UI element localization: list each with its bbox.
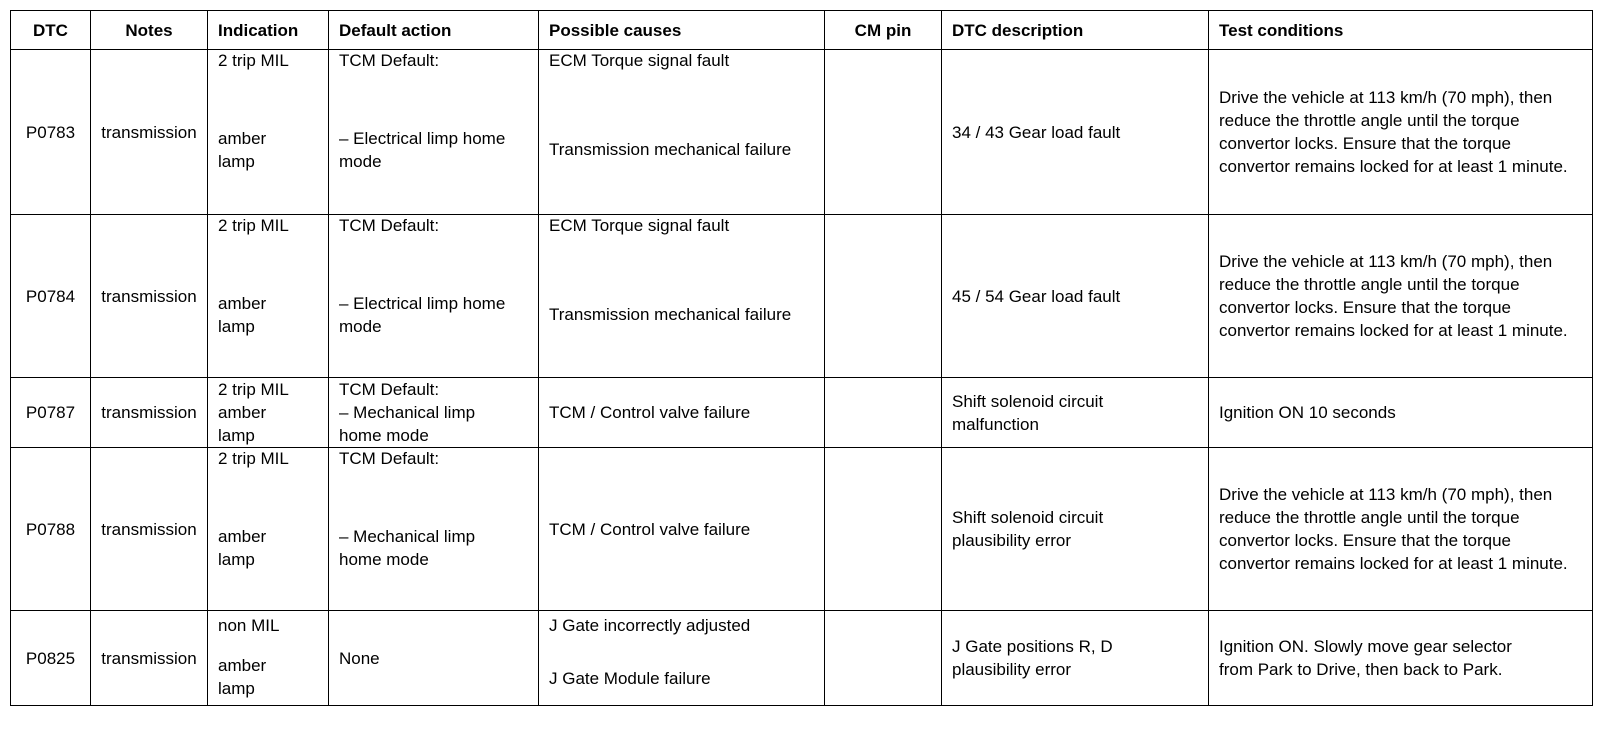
header-indication: Indication <box>208 11 329 50</box>
indication-line: 2 trip MIL <box>218 449 289 468</box>
dtc-description-cell: Shift solenoid circuit plausibility error <box>942 448 1209 611</box>
cm-pin-cell <box>825 215 942 378</box>
notes-cell: transmission <box>91 448 208 611</box>
indication-line: 2 trip MIL <box>218 380 289 399</box>
header-row <box>11 11 1593 50</box>
notes-cell: transmission <box>91 50 208 215</box>
default-action-line: TCM Default: <box>339 216 440 235</box>
indication-line: non MIL <box>218 616 280 635</box>
dtc-code: P0783 <box>11 50 91 215</box>
default-action-cell <box>329 50 539 215</box>
test-conditions-cell: Drive the vehicle at 113 km/h (70 mph), then reduce the throttle angle until the torque convertor locks. Ensure that the torque convertor remains locked for at least 1 minute. <box>1209 215 1593 378</box>
table-row <box>11 448 1593 611</box>
table-row <box>11 611 1593 706</box>
header-dtc: DTC <box>11 11 91 50</box>
table-row <box>11 215 1593 378</box>
cm-pin-cell <box>825 378 942 448</box>
table-row <box>11 50 1593 215</box>
indication-cell <box>208 215 329 378</box>
header-possible-causes: Possible causes <box>539 11 825 50</box>
indication-cell <box>208 50 329 215</box>
possible-cause-line: J Gate Module failure <box>549 669 711 688</box>
possible-causes-cell <box>539 215 825 378</box>
dtc-code: P0784 <box>11 215 91 378</box>
header-cm-pin: CM pin <box>825 11 942 50</box>
possible-cause-line: Transmission mechanical failure <box>549 305 792 324</box>
default-action-cell <box>329 215 539 378</box>
indication-line: amber lamp <box>218 129 267 171</box>
dtc-code: P0825 <box>11 611 91 706</box>
dtc-description-cell: 34 / 43 Gear load fault <box>942 50 1209 215</box>
possible-cause-line: TCM / Control valve failure <box>549 519 751 539</box>
default-action-line: TCM Default: <box>339 380 440 399</box>
possible-causes-cell <box>539 50 825 215</box>
dtc-code: P0788 <box>11 448 91 611</box>
default-action-line: None <box>339 648 380 668</box>
notes-cell: transmission <box>91 611 208 706</box>
default-action-cell <box>329 611 539 706</box>
default-action-cell <box>329 448 539 611</box>
dtc-code: P0787 <box>11 378 91 448</box>
default-action-line: TCM Default: <box>339 449 440 468</box>
possible-cause-line: ECM Torque signal fault <box>549 51 730 70</box>
indication-cell <box>208 448 329 611</box>
table-row <box>11 378 1593 448</box>
possible-causes-cell <box>539 611 825 706</box>
header-test-conditions: Test conditions <box>1209 11 1593 50</box>
header-notes: Notes <box>91 11 208 50</box>
dtc-description-cell: Shift solenoid circuit malfunction <box>942 378 1209 448</box>
dtc-description-cell: J Gate positions R, D plausibility error <box>942 611 1209 706</box>
cm-pin-cell <box>825 448 942 611</box>
default-action-line: – Mechanical limp home mode <box>339 527 476 569</box>
header-default-action: Default action <box>329 11 539 50</box>
indication-line: amber lamp <box>218 294 267 336</box>
notes-cell: transmission <box>91 378 208 448</box>
possible-cause-line: J Gate incorrectly adjusted <box>549 616 751 635</box>
default-action-line: – Electrical limp home mode <box>339 129 506 171</box>
cm-pin-cell <box>825 50 942 215</box>
indication-line: 2 trip MIL <box>218 216 289 235</box>
default-action-line: – Electrical limp home mode <box>339 294 506 336</box>
possible-causes-cell <box>539 448 825 611</box>
default-action-cell <box>329 378 539 448</box>
possible-cause-line: Transmission mechanical failure <box>549 140 792 159</box>
test-conditions-cell: Ignition ON 10 seconds <box>1209 378 1593 448</box>
header-dtc-description: DTC description <box>942 11 1209 50</box>
possible-cause-line: TCM / Control valve failure <box>549 403 751 422</box>
indication-cell <box>208 611 329 706</box>
test-conditions-cell: Drive the vehicle at 113 km/h (70 mph), then reduce the throttle angle until the torque convertor locks. Ensure that the torque convertor remains locked for at least 1 minute. <box>1209 50 1593 215</box>
default-action-line: TCM Default: <box>339 51 440 70</box>
dtc-description-cell: 45 / 54 Gear load fault <box>942 215 1209 378</box>
possible-causes-cell <box>539 378 825 448</box>
notes-cell: transmission <box>91 215 208 378</box>
indication-line: amber lamp <box>218 656 267 698</box>
dtc-table <box>10 10 1593 706</box>
indication-line: amber lamp <box>218 527 267 569</box>
possible-cause-line: ECM Torque signal fault <box>549 216 730 235</box>
test-conditions-cell: Drive the vehicle at 113 km/h (70 mph), then reduce the throttle angle until the torque convertor locks. Ensure that the torque convertor remains locked for at least 1 minute. <box>1209 448 1593 611</box>
indication-line: 2 trip MIL <box>218 51 289 70</box>
indication-cell <box>208 378 329 448</box>
dtc-table-wrapper <box>10 10 1593 706</box>
test-conditions-cell: Ignition ON. Slowly move gear selector from Park to Drive, then back to Park. <box>1209 611 1593 706</box>
indication-line: amber lamp <box>218 403 267 445</box>
cm-pin-cell <box>825 611 942 706</box>
default-action-line: – Mechanical limp home mode <box>339 403 476 445</box>
